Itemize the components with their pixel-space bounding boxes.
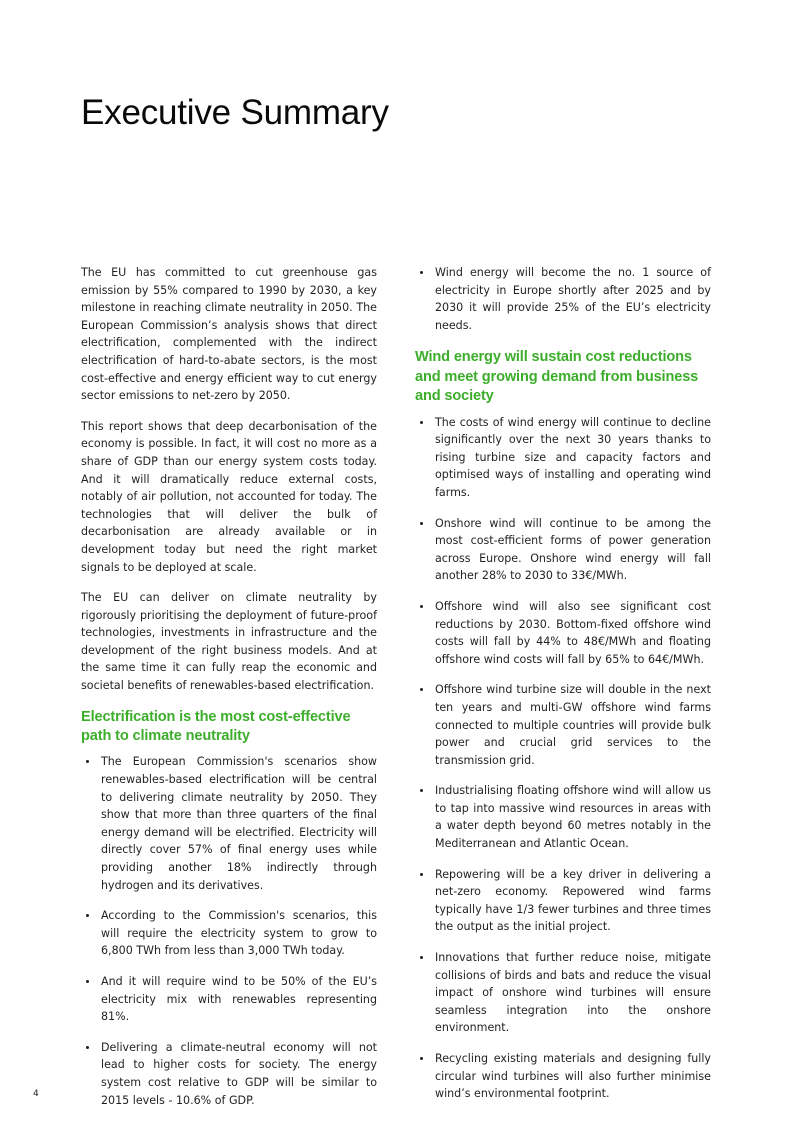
bullet-dot-icon [86, 914, 89, 917]
two-column-body [81, 264, 712, 1109]
bullet-dot-icon [420, 1057, 423, 1060]
list-item [81, 1039, 377, 1109]
bullet-dot-icon [420, 688, 423, 691]
paragraph: The EU can deliver on climate neutrality by rigorously prioritising the deployment of future-proof technologies, investments in infrastructure and the development of the right business models. And at the same time it can fully reap the economic and societal benefits of renewables-based electrification. [81, 591, 377, 693]
left-column [81, 264, 377, 1109]
page-number: 4 [33, 1089, 39, 1099]
bullet-dot-icon [86, 980, 89, 983]
list-item [415, 515, 711, 585]
list-item-text: The costs of wind energy will continue to decline significantly over the next 30 years thanks to rising turbine size and capacity factors and optimised ways of installing and operating wind farms. [435, 415, 711, 499]
list-item [415, 681, 711, 769]
list-item-text: Onshore wind will continue to be among the most cost-efficient forms of power generation across Europe. Onshore wind energy will fall another 28% to 2030 to 33€/MWh. [435, 516, 711, 583]
bullet-dot-icon [420, 522, 423, 525]
bullet-dot-icon [420, 956, 423, 959]
list-item-text: Innovations that further reduce noise, mitigate collisions of birds and bats and reduce the visual impact of onshore wind turbines will ensure seamless integration into the onshore environment. [435, 951, 711, 1035]
bullet-dot-icon [420, 789, 423, 792]
paragraph: The EU has committed to cut greenhouse gas emission by 55% compared to 1990 by 2030, a key milestone in reaching climate neutrality in 2050. The European Commission’s analysis shows that direct electrification, complemented with the indirect electrification of hard-to-abate sectors, is the most cost-effective and energy efficient way to cut energy sector emissions to net-zero by 2050. [81, 266, 377, 403]
list-item-text: Delivering a climate-neutral economy will not lead to higher costs for society. The energy system cost relative to GDP will be similar to 2015 levels - 10.6% of GDP. [101, 1040, 377, 1107]
list-item-text: Recycling existing materials and designing fully circular wind turbines will also further minimise wind’s environmental footprint. [435, 1052, 711, 1101]
list-item [415, 414, 711, 502]
bullet-dot-icon [420, 271, 423, 274]
list-item [81, 973, 377, 1026]
section-heading-wind-energy: Wind energy will sustain cost reductions and meet growing demand from business and society [415, 349, 699, 405]
bullet-dot-icon [420, 605, 423, 608]
list-item-text: Industrialising floating offshore wind will allow us to tap into massive wind resources in areas with a water depth beyond 60 metres notably in the Mediterranean and Atlantic Ocean. [435, 784, 711, 851]
list-item-text: Wind energy will become the no. 1 source of electricity in Europe shortly after 2025 and by 2030 it will provide 25% of the EU’s electricity needs. [435, 266, 711, 332]
bullet-dot-icon [420, 873, 423, 876]
left-bullet-list [81, 753, 377, 1109]
list-item-text: Offshore wind will also see significant cost reductions by 2030. Bottom-fixed offshore wind costs will fall by 44% to 48€/MWh and floating offshore wind costs will fall by 65% to 64€/MWh. [435, 599, 711, 666]
list-item [415, 782, 711, 852]
right-column [415, 264, 711, 1109]
list-item-text: The European Commission's scenarios show renewables-based electrification will be central to delivering climate neutrality by 2050. They show that more than three quarters of the final energy demand will be electrified. Electricity will directly cover 57% of final energy uses while providing another 18% indirectly through hydrogen and its derivatives. [101, 755, 377, 892]
list-item [415, 866, 711, 936]
page-title: Executive Summary [81, 93, 389, 133]
list-item [415, 949, 711, 1037]
bullet-dot-icon [420, 421, 423, 424]
list-item [81, 907, 377, 960]
bullet-dot-icon [86, 760, 89, 763]
list-item [415, 598, 711, 668]
paragraph: This report shows that deep decarbonisation of the economy is possible. In fact, it will cost no more as a share of GDP than our energy system costs today. And it will dramatically reduce external costs, notably of air pollution, not accounted for today. The technologies that will deliver the bulk of decarbonisation are already available or in development today but need the right market signals to be deployed at scale. [81, 419, 377, 574]
list-item-text: Offshore wind turbine size will double in the next ten years and multi-GW offshore wind farms connected to multiple countries will provide bulk power and crucial grid services to the transmission grid. [435, 683, 711, 767]
bullet-dot-icon [86, 1046, 89, 1049]
list-item-text: According to the Commission's scenarios, this will require the electricity system to grow to 6,800 TWh from less than 3,000 TWh today. [101, 909, 377, 958]
list-item [415, 1050, 711, 1103]
list-item [415, 264, 711, 334]
list-item-text: Repowering will be a key driver in delivering a net-zero economy. Repowered wind farms typically have 1/3 fewer turbines and three times the output as the initial project. [435, 867, 711, 934]
right-bullet-list [415, 414, 711, 1103]
list-item-text: And it will require wind to be 50% of the EU’s electricity mix with renewables representing 81%. [101, 975, 377, 1024]
right-intro-bullet-list [415, 264, 711, 334]
section-heading-electrification: Electrification is the most cost-effective path to climate neutrality [81, 708, 351, 745]
list-item [81, 753, 377, 894]
